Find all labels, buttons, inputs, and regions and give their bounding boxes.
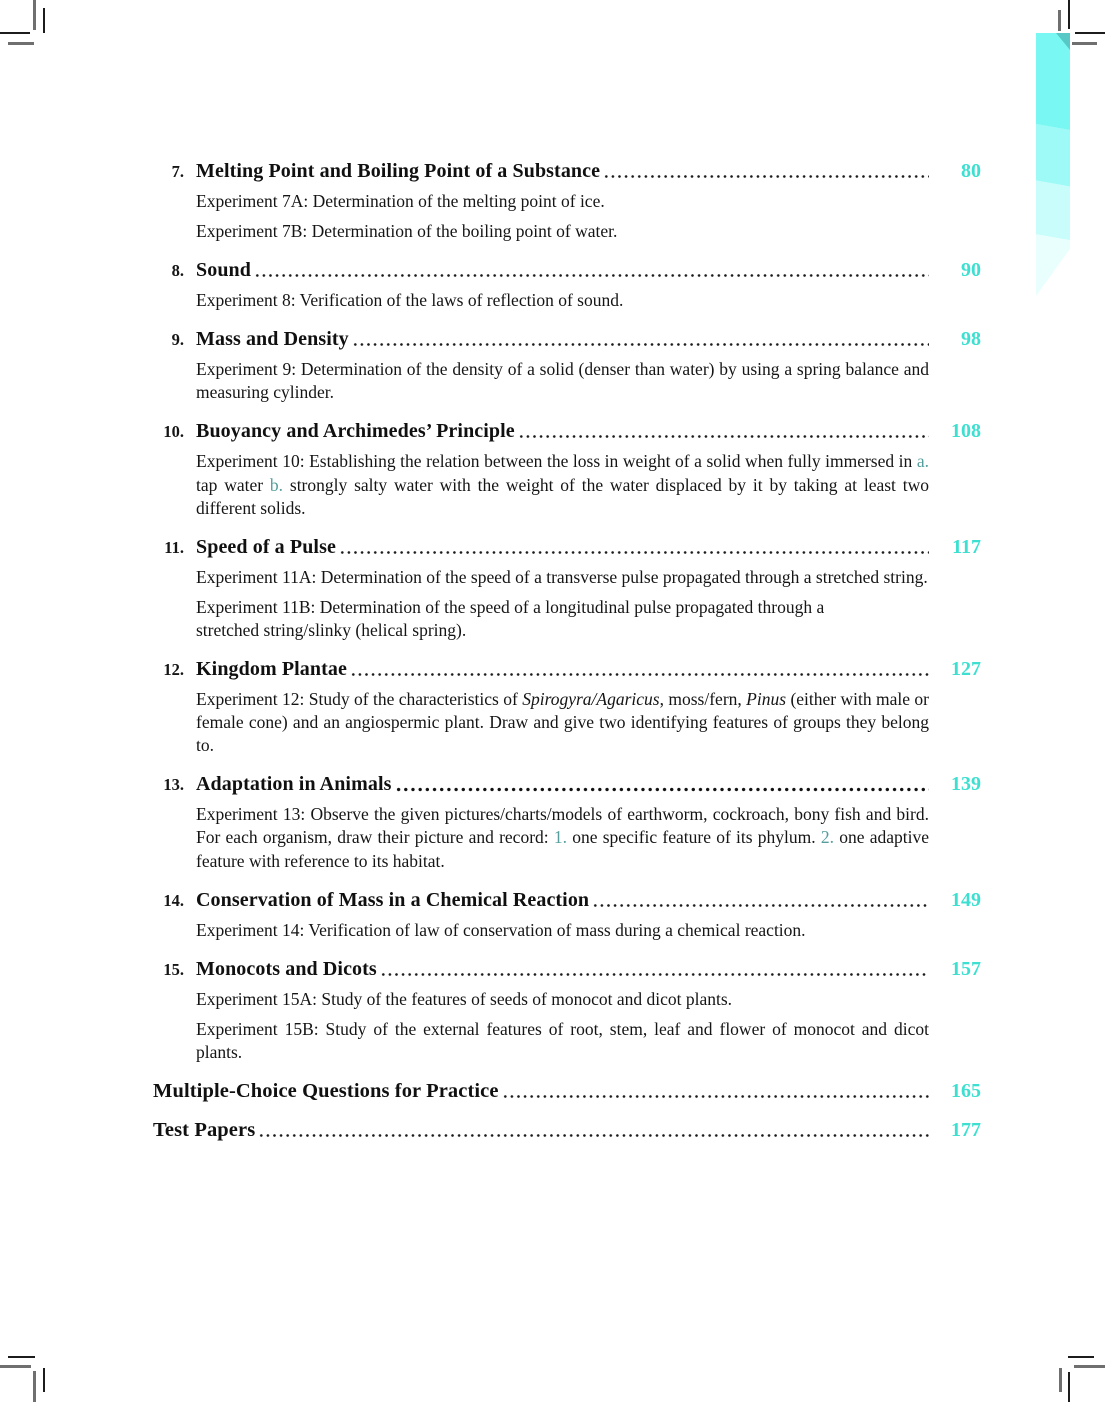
ribbon-decoration bbox=[1036, 33, 1070, 296]
experiment-description bbox=[196, 803, 929, 872]
description-text: Experiment 14: Verification of law of conservation of mass during a chemical reaction. bbox=[196, 919, 806, 940]
entry-number: 15. bbox=[163, 959, 184, 979]
crop-mark bbox=[33, 0, 36, 30]
entry-number: 10. bbox=[163, 422, 184, 442]
experiment-description bbox=[196, 688, 929, 757]
list-marker: b. bbox=[269, 474, 284, 495]
description-text: Experiment 12: Study of the characteristics of bbox=[196, 689, 523, 710]
description-text: Experiment 8: Verification of the laws of reflection of sound. bbox=[196, 290, 624, 311]
dot-leader bbox=[502, 1094, 929, 1099]
description-text: Experiment 15A: Study of the features of seeds of monocot and dicot plants. bbox=[196, 988, 733, 1009]
toc-entry-row bbox=[153, 958, 981, 981]
entry-title: Melting Point and Boiling Point of a Substance bbox=[196, 160, 601, 182]
crop-mark bbox=[1059, 1368, 1062, 1392]
entry-page-number: 98 bbox=[961, 328, 981, 351]
entry-number: 9. bbox=[171, 330, 184, 350]
crop-mark bbox=[1068, 0, 1070, 29]
crop-mark bbox=[1058, 10, 1061, 31]
entry-page-number: 139 bbox=[951, 773, 981, 796]
list-marker: 1. bbox=[553, 827, 568, 848]
description-text: Experiment 13: Observe the given pictures/charts/models of earthworm, cockroach, bony fish and bird. For each organism, draw their picture and record: bbox=[196, 804, 929, 848]
toc-entry bbox=[153, 420, 981, 519]
crop-mark bbox=[0, 1365, 31, 1368]
entry-number: 8. bbox=[171, 261, 184, 281]
crop-mark bbox=[8, 1356, 35, 1358]
experiment-description bbox=[196, 919, 929, 942]
crop-mark bbox=[1068, 1356, 1094, 1358]
toc-entry bbox=[153, 889, 981, 942]
section-page-number: 165 bbox=[951, 1079, 981, 1102]
dot-leader bbox=[592, 903, 929, 908]
description-text: one specific feature of its phylum. bbox=[567, 827, 821, 848]
entry-number: 7. bbox=[171, 162, 184, 181]
crop-mark bbox=[8, 42, 34, 45]
experiment-description bbox=[196, 596, 884, 642]
entry-number: 14. bbox=[163, 890, 184, 910]
description-text: Experiment 9: Determination of the density of a solid (denser than water) by using a spring balance and measuring cylinder. bbox=[196, 359, 929, 403]
toc-entry-row bbox=[153, 536, 981, 559]
description-text: Experiment 15B: Study of the external features of root, stem, leaf and flower of monocot and dicot plants. bbox=[196, 1018, 929, 1062]
entry-page-number: 90 bbox=[961, 259, 981, 282]
description-text: one adaptive feature with reference to its habitat. bbox=[196, 827, 930, 871]
toc-entry-row bbox=[153, 773, 981, 796]
experiment-description bbox=[196, 190, 929, 213]
dot-leader bbox=[350, 672, 929, 677]
latin-name: Pinus bbox=[746, 689, 787, 710]
experiment-description bbox=[196, 988, 929, 1011]
crop-mark bbox=[43, 8, 45, 33]
entry-number: 11. bbox=[164, 537, 184, 557]
dot-leader bbox=[380, 972, 929, 977]
toc-entry bbox=[153, 658, 981, 757]
entry-title: Adaptation in Animals bbox=[196, 773, 392, 796]
description-text: strongly salty water with the weight of the water displaced by it by taking at least two different solids. bbox=[196, 474, 929, 518]
entry-title: Kingdom Plantae bbox=[196, 658, 347, 681]
entry-number: 13. bbox=[163, 775, 184, 795]
experiment-description bbox=[196, 220, 929, 243]
dot-leader bbox=[352, 342, 929, 347]
entry-page-number: 157 bbox=[951, 957, 981, 980]
experiment-description bbox=[196, 566, 929, 589]
section-title: Multiple-Choice Questions for Practice bbox=[153, 1079, 499, 1102]
table-of-contents bbox=[153, 160, 981, 1158]
crop-mark bbox=[33, 1371, 36, 1402]
dot-leader bbox=[254, 273, 929, 278]
description-text: Experiment 11A: Determination of the speed of a transverse pulse propagated through a stretched string. bbox=[196, 566, 928, 587]
description-text: tap water bbox=[196, 474, 270, 495]
experiment-description bbox=[196, 289, 929, 312]
description-text: Experiment 10: Establishing the relation between the loss in weight of a solid when fully immersed in bbox=[196, 451, 917, 472]
toc-entry bbox=[153, 958, 981, 1064]
entry-number: 12. bbox=[163, 660, 184, 680]
description-text: Experiment 7A: Determination of the melting point of ice. bbox=[196, 191, 605, 211]
crop-mark bbox=[1068, 1372, 1070, 1402]
experiment-description bbox=[196, 1018, 929, 1064]
toc-entry-row bbox=[153, 889, 981, 912]
toc-entry bbox=[153, 160, 981, 243]
toc-entry-row bbox=[153, 328, 981, 351]
crop-mark bbox=[43, 1368, 45, 1392]
toc-entry-row bbox=[153, 420, 981, 443]
description-text: Experiment 11B: Determination of the speed of a longitudinal pulse propagated through a stretched string/slinky (helical spring). bbox=[196, 596, 825, 640]
list-marker: a. bbox=[916, 451, 929, 472]
section-page-number: 177 bbox=[951, 1118, 981, 1141]
entry-title: Buoyancy and Archimedes’ Principle bbox=[196, 420, 515, 443]
entry-page-number: 108 bbox=[951, 420, 981, 443]
toc-section-entry bbox=[153, 1080, 981, 1103]
toc-entry bbox=[153, 259, 981, 312]
entry-title: Sound bbox=[196, 259, 251, 282]
experiment-description bbox=[196, 358, 929, 404]
entry-page-number: 127 bbox=[951, 658, 981, 681]
entry-page-number: 117 bbox=[952, 535, 981, 558]
toc-entry-row bbox=[153, 259, 981, 282]
dot-leader bbox=[339, 550, 929, 555]
toc-entry-row bbox=[153, 658, 981, 681]
toc-section-entry bbox=[153, 1119, 981, 1142]
toc-entry-row bbox=[153, 160, 981, 183]
entry-page-number: 80 bbox=[961, 160, 981, 182]
entry-title: Conservation of Mass in a Chemical Reaction bbox=[196, 888, 590, 911]
entry-page-number: 149 bbox=[951, 888, 981, 911]
toc-entry bbox=[153, 773, 981, 872]
dot-leader bbox=[603, 174, 929, 179]
crop-mark bbox=[0, 32, 30, 34]
entry-title: Speed of a Pulse bbox=[196, 535, 336, 558]
entry-title: Mass and Density bbox=[196, 328, 349, 351]
crop-mark bbox=[1075, 32, 1105, 34]
crop-mark bbox=[1072, 42, 1097, 45]
description-text: (either with male or female cone) and an angiospermic plant. Draw and give two identifying features of groups they belong to. bbox=[196, 689, 929, 756]
latin-name: Spirogyra/Agaricus bbox=[522, 689, 660, 710]
experiment-description bbox=[196, 450, 929, 519]
toc-entry bbox=[153, 328, 981, 404]
crop-mark bbox=[1074, 1365, 1105, 1368]
description-text: , moss/fern, bbox=[659, 689, 747, 710]
section-title: Test Papers bbox=[153, 1118, 256, 1141]
dot-leader bbox=[518, 434, 929, 439]
description-text: Experiment 7B: Determination of the boiling point of water. bbox=[196, 221, 618, 242]
toc-entry bbox=[153, 536, 981, 642]
dot-leader bbox=[258, 1133, 929, 1138]
list-marker: 2. bbox=[820, 827, 834, 848]
entry-title: Monocots and Dicots bbox=[196, 957, 377, 980]
dot-leader bbox=[395, 787, 930, 792]
